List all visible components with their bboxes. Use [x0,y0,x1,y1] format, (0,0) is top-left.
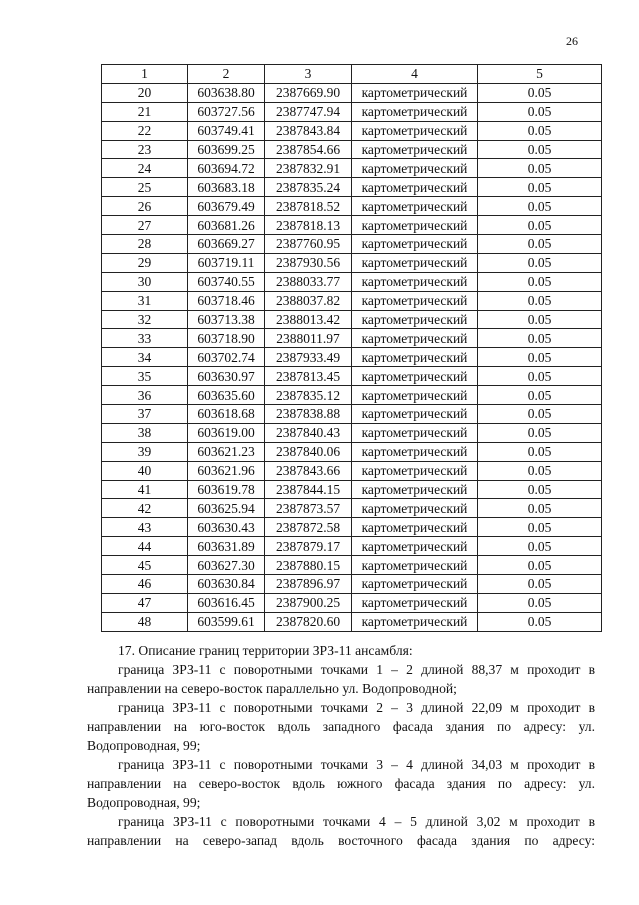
table-row [102,518,602,537]
accuracy-cell: 0.05 [478,348,602,367]
x-coordinate-cell: 603749.41 [188,121,265,140]
x-coordinate-cell: 603625.94 [188,499,265,518]
point-number-cell: 34 [102,348,188,367]
y-coordinate-cell: 2387835.12 [265,386,352,405]
point-number-cell: 48 [102,612,188,631]
method-cell: картометрический [352,272,478,291]
x-coordinate-cell: 603718.46 [188,291,265,310]
boundary-paragraph-2: граница ЗРЗ-11 с поворотными точками 2 – 3 длиной 22,09 м проходит в направлении на юго-восток вдоль западного фасада здания по адресу: ул. Водопроводная, 99; [87,700,595,753]
y-coordinate-cell: 2387872.58 [265,518,352,537]
x-coordinate-cell: 603683.18 [188,178,265,197]
method-cell: картометрический [352,253,478,272]
method-cell: картометрический [352,480,478,499]
accuracy-cell: 0.05 [478,140,602,159]
table-row [102,575,602,594]
table-row [102,556,602,575]
method-cell: картометрический [352,575,478,594]
y-coordinate-cell: 2387844.15 [265,480,352,499]
point-number-cell: 38 [102,423,188,442]
accuracy-cell: 0.05 [478,83,602,102]
page-number: 26 [566,34,578,48]
table-row [102,235,602,254]
column-header-1: 1 [102,65,188,84]
y-coordinate-cell: 2387843.66 [265,461,352,480]
table-row [102,140,602,159]
y-coordinate-cell: 2388033.77 [265,272,352,291]
method-cell: картометрический [352,216,478,235]
x-coordinate-cell: 603727.56 [188,102,265,121]
coordinates-table [101,64,602,632]
method-cell: картометрический [352,461,478,480]
method-cell: картометрический [352,442,478,461]
accuracy-cell: 0.05 [478,121,602,140]
table-row [102,178,602,197]
table-row [102,272,602,291]
point-number-cell: 32 [102,310,188,329]
method-cell: картометрический [352,556,478,575]
point-number-cell: 43 [102,518,188,537]
table-row [102,159,602,178]
point-number-cell: 22 [102,121,188,140]
y-coordinate-cell: 2387840.06 [265,442,352,461]
y-coordinate-cell: 2387747.94 [265,102,352,121]
section-heading: 17. Описание границ территории ЗРЗ-11 ансамбля: [118,643,413,658]
x-coordinate-cell: 603619.78 [188,480,265,499]
table-row [102,612,602,631]
table-body [102,83,602,631]
accuracy-cell: 0.05 [478,575,602,594]
accuracy-cell: 0.05 [478,499,602,518]
y-coordinate-cell: 2387854.66 [265,140,352,159]
x-coordinate-cell: 603702.74 [188,348,265,367]
y-coordinate-cell: 2387838.88 [265,405,352,424]
table-row [102,367,602,386]
accuracy-cell: 0.05 [478,405,602,424]
x-coordinate-cell: 603630.97 [188,367,265,386]
x-coordinate-cell: 603630.43 [188,518,265,537]
point-number-cell: 21 [102,102,188,121]
method-cell: картометрический [352,235,478,254]
method-cell: картометрический [352,310,478,329]
y-coordinate-cell: 2387930.56 [265,253,352,272]
accuracy-cell: 0.05 [478,102,602,121]
x-coordinate-cell: 603618.68 [188,405,265,424]
method-cell: картометрический [352,499,478,518]
column-header-2: 2 [188,65,265,84]
accuracy-cell: 0.05 [478,461,602,480]
x-coordinate-cell: 603669.27 [188,235,265,254]
table-row [102,83,602,102]
x-coordinate-cell: 603599.61 [188,612,265,631]
point-number-cell: 42 [102,499,188,518]
accuracy-cell: 0.05 [478,159,602,178]
accuracy-cell: 0.05 [478,423,602,442]
accuracy-cell: 0.05 [478,253,602,272]
x-coordinate-cell: 603635.60 [188,386,265,405]
table-row [102,480,602,499]
accuracy-cell: 0.05 [478,386,602,405]
x-coordinate-cell: 603718.90 [188,329,265,348]
table-header-row [102,65,602,84]
y-coordinate-cell: 2387818.52 [265,197,352,216]
point-number-cell: 40 [102,461,188,480]
column-header-5: 5 [478,65,602,84]
y-coordinate-cell: 2387843.84 [265,121,352,140]
point-number-cell: 30 [102,272,188,291]
point-number-cell: 23 [102,140,188,159]
y-coordinate-cell: 2387900.25 [265,593,352,612]
accuracy-cell: 0.05 [478,593,602,612]
accuracy-cell: 0.05 [478,537,602,556]
point-number-cell: 35 [102,367,188,386]
y-coordinate-cell: 2387820.60 [265,612,352,631]
table-row [102,537,602,556]
point-number-cell: 20 [102,83,188,102]
point-number-cell: 44 [102,537,188,556]
x-coordinate-cell: 603621.23 [188,442,265,461]
x-coordinate-cell: 603621.96 [188,461,265,480]
table-row [102,461,602,480]
table-row [102,442,602,461]
y-coordinate-cell: 2387873.57 [265,499,352,518]
point-number-cell: 46 [102,575,188,594]
x-coordinate-cell: 603638.80 [188,83,265,102]
accuracy-cell: 0.05 [478,329,602,348]
point-number-cell: 39 [102,442,188,461]
y-coordinate-cell: 2387760.95 [265,235,352,254]
accuracy-cell: 0.05 [478,442,602,461]
point-number-cell: 41 [102,480,188,499]
x-coordinate-cell: 603719.11 [188,253,265,272]
accuracy-cell: 0.05 [478,556,602,575]
y-coordinate-cell: 2387669.90 [265,83,352,102]
column-header-4: 4 [352,65,478,84]
accuracy-cell: 0.05 [478,178,602,197]
table-row [102,253,602,272]
column-header-3: 3 [265,65,352,84]
y-coordinate-cell: 2388011.97 [265,329,352,348]
method-cell: картометрический [352,367,478,386]
x-coordinate-cell: 603631.89 [188,537,265,556]
y-coordinate-cell: 2387832.91 [265,159,352,178]
section-text [87,641,595,850]
accuracy-cell: 0.05 [478,197,602,216]
x-coordinate-cell: 603740.55 [188,272,265,291]
method-cell: картометрический [352,537,478,556]
accuracy-cell: 0.05 [478,272,602,291]
x-coordinate-cell: 603681.26 [188,216,265,235]
y-coordinate-cell: 2387840.43 [265,423,352,442]
point-number-cell: 29 [102,253,188,272]
point-number-cell: 45 [102,556,188,575]
table-row [102,121,602,140]
y-coordinate-cell: 2387879.17 [265,537,352,556]
y-coordinate-cell: 2387835.24 [265,178,352,197]
x-coordinate-cell: 603619.00 [188,423,265,442]
accuracy-cell: 0.05 [478,612,602,631]
point-number-cell: 27 [102,216,188,235]
x-coordinate-cell: 603616.45 [188,593,265,612]
method-cell: картометрический [352,518,478,537]
method-cell: картометрический [352,83,478,102]
point-number-cell: 47 [102,593,188,612]
point-number-cell: 31 [102,291,188,310]
point-number-cell: 25 [102,178,188,197]
point-number-cell: 26 [102,197,188,216]
table-row [102,329,602,348]
y-coordinate-cell: 2387933.49 [265,348,352,367]
method-cell: картометрический [352,423,478,442]
y-coordinate-cell: 2387818.13 [265,216,352,235]
accuracy-cell: 0.05 [478,216,602,235]
point-number-cell: 28 [102,235,188,254]
table-row [102,499,602,518]
table-row [102,405,602,424]
y-coordinate-cell: 2388013.42 [265,310,352,329]
method-cell: картометрический [352,102,478,121]
point-number-cell: 37 [102,405,188,424]
x-coordinate-cell: 603630.84 [188,575,265,594]
x-coordinate-cell: 603713.38 [188,310,265,329]
method-cell: картометрический [352,197,478,216]
method-cell: картометрический [352,329,478,348]
x-coordinate-cell: 603699.25 [188,140,265,159]
table-row [102,593,602,612]
boundary-paragraph-1: граница ЗРЗ-11 с поворотными точками 1 – 2 длиной 88,37 м проходит в направлении на северо-восток параллельно ул. Водопроводной; [87,662,595,696]
point-number-cell: 36 [102,386,188,405]
method-cell: картометрический [352,386,478,405]
method-cell: картометрический [352,159,478,178]
table-row [102,216,602,235]
accuracy-cell: 0.05 [478,235,602,254]
table-row [102,197,602,216]
boundary-paragraph-3: граница ЗРЗ-11 с поворотными точками 3 – 4 длиной 34,03 м проходит в направлении на северо-восток вдоль южного фасада здания по адресу: ул. Водопроводная, 99; [87,757,595,810]
x-coordinate-cell: 603627.30 [188,556,265,575]
method-cell: картометрический [352,593,478,612]
method-cell: картометрический [352,348,478,367]
accuracy-cell: 0.05 [478,367,602,386]
x-coordinate-cell: 603694.72 [188,159,265,178]
table-row [102,310,602,329]
method-cell: картометрический [352,121,478,140]
point-number-cell: 33 [102,329,188,348]
method-cell: картометрический [352,291,478,310]
y-coordinate-cell: 2387896.97 [265,575,352,594]
table-row [102,102,602,121]
table-row [102,291,602,310]
method-cell: картометрический [352,405,478,424]
method-cell: картометрический [352,178,478,197]
x-coordinate-cell: 603679.49 [188,197,265,216]
accuracy-cell: 0.05 [478,518,602,537]
table-row [102,348,602,367]
method-cell: картометрический [352,140,478,159]
accuracy-cell: 0.05 [478,480,602,499]
y-coordinate-cell: 2387813.45 [265,367,352,386]
accuracy-cell: 0.05 [478,310,602,329]
method-cell: картометрический [352,612,478,631]
accuracy-cell: 0.05 [478,291,602,310]
boundary-paragraph-4: граница ЗРЗ-11 с поворотными точками 4 – 5 длиной 3,02 м проходит в направлении на северо-запад вдоль восточного фасада здания по адресу: [87,814,595,848]
table-row [102,386,602,405]
y-coordinate-cell: 2387880.15 [265,556,352,575]
table-row [102,423,602,442]
point-number-cell: 24 [102,159,188,178]
y-coordinate-cell: 2388037.82 [265,291,352,310]
